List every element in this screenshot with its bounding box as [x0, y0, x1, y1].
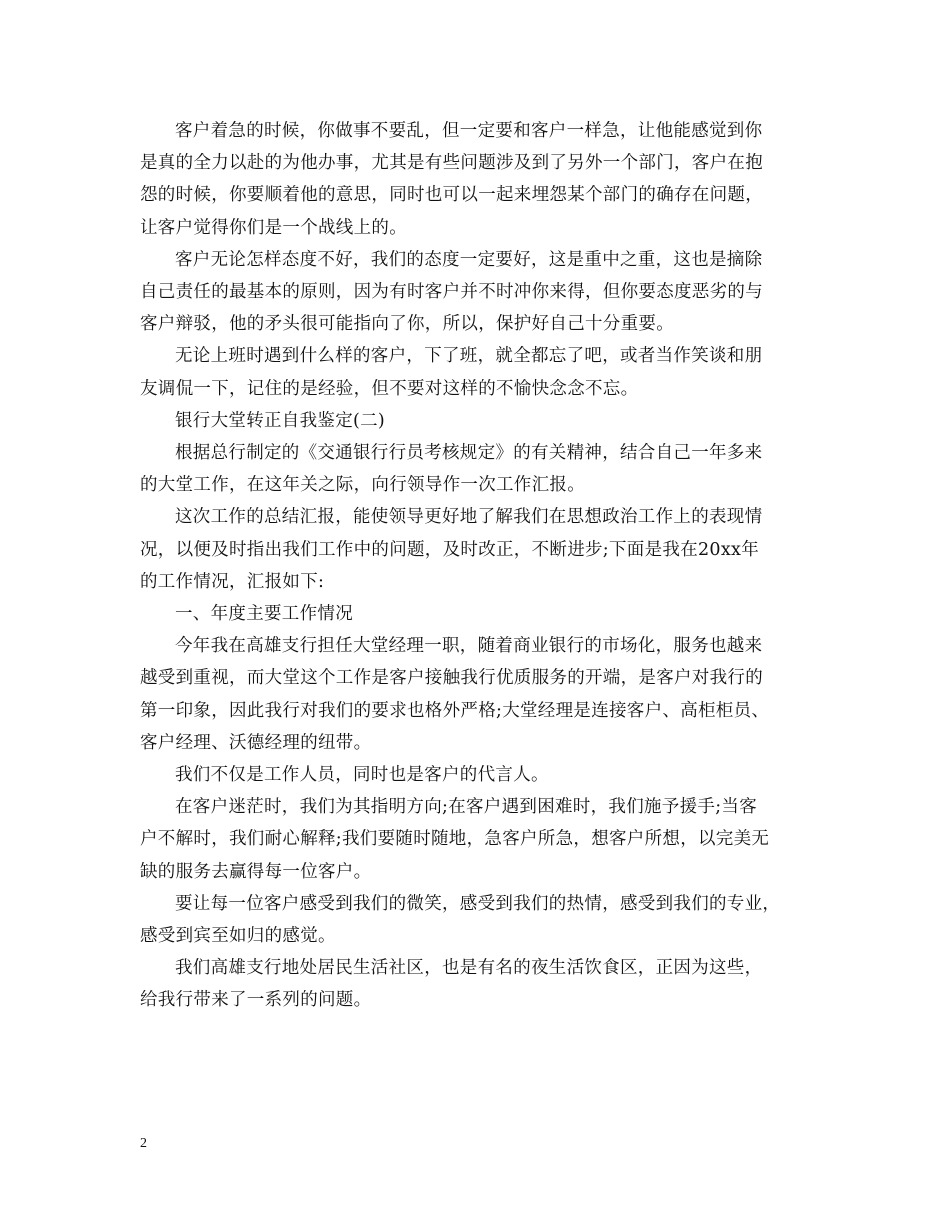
paragraph: 我们不仅是工作人员，同时也是客户的代言人。 [175, 765, 549, 786]
paragraph: 根据总行制定的《交通银行行员考核规定》的有关精神，结合自己一年多来 的大堂工作，在这年关之际，向行领导作一次工作汇报。 [140, 443, 763, 496]
paragraph: 客户无论怎样态度不好，我们的态度一定要好，这是重中之重，这也是摘除 自己责任的最基本的原则，因为有时客户并不时冲你来得，但你要态度恶劣的与 客户辩驳，他的矛头很可能指向了你，所以，保护好自己十分重要。 [140, 249, 763, 335]
paragraph: 无论上班时遇到什么样的客户，下了班，就全都忘了吧，或者当作笑谈和朋 友调侃一下，记住的是经验，但不要对这样的不愉快念念不忘。 [140, 346, 763, 399]
subsection-heading: 一、年度主要工作情况 [175, 604, 353, 625]
section-heading: 银行大堂转正自我鉴定(二) [175, 410, 386, 431]
body-text [140, 115, 812, 1017]
paragraph: 在客户迷茫时，我们为其指明方向;在客户遇到困难时，我们施予援手;当客 户不解时，我们耐心解释;我们要随时随地，急客户所急，想客户所想，以完美无 缺的服务去赢得每一位客户。 [140, 797, 770, 882]
paragraph: 我们高雄支行地处居民生活社区，也是有名的夜生活饮食区，正因为这些， 给我行带来了一系列的问题。 [140, 958, 763, 1011]
paragraph: 要让每一位客户感受到我们的微笑，感受到我们的热情，感受到我们的专业， 感受到宾至如归的感觉。 [140, 893, 781, 947]
paragraph: 客户着急的时候，你做事不要乱，但一定要和客户一样急，让他能感觉到你 是真的全力以赴的为他办事，尤其是有些问题涉及到了另外一个部门，客户在抱 怨的时候，你要顺着他的意思，同时也可以一起来埋怨某个部门的确存在问题， 让客户觉得你们是一个战线上的。 [140, 121, 763, 238]
paragraph: 这次工作的总结汇报，能使领导更好地了解我们在思想政治工作上的表现情 况，以便及时指出我们工作中的问题，及时改正，不断进步;下面是我在20xx年 的工作情况，汇报如下: [140, 507, 763, 592]
paragraph: 今年我在高雄支行担任大堂经理一职，随着商业银行的市场化，服务也越来 越受到重视，而大堂这个工作是客户接触我行优质服务的开端，是客户对我行的 第一印象，因此我行对我们的要求也格外严格;大堂经理是连接客户、高柜柜员、 客户经理、沃德经理的纽带。 [140, 636, 770, 753]
page-number: 2 [140, 1136, 147, 1151]
